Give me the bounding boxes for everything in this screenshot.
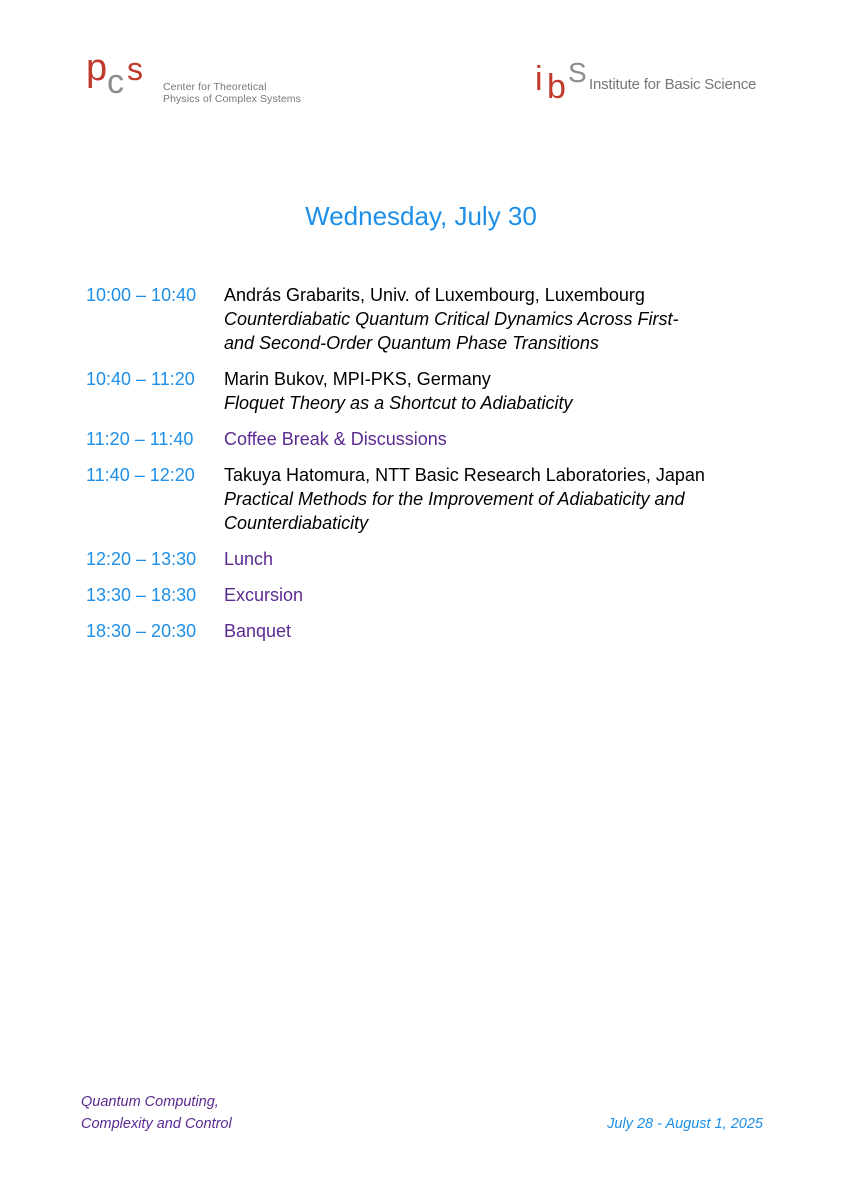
time-slot: 11:20 – 11:40 bbox=[86, 429, 194, 449]
schedule-row bbox=[86, 367, 776, 415]
schedule-row bbox=[86, 427, 776, 451]
speaker: Marin Bukov, MPI-PKS, Germany bbox=[224, 369, 491, 389]
pcs-logo-line2: Physics of Complex Systems bbox=[163, 93, 301, 105]
event-label: Coffee Break & Discussions bbox=[224, 429, 447, 449]
ibs-logo-text: Institute for Basic Science bbox=[589, 76, 757, 93]
ibs-logo-mark-i: i bbox=[535, 60, 543, 98]
time-slot: 11:40 – 12:20 bbox=[86, 465, 195, 485]
pcs-logo-line1: Center for Theoretical bbox=[163, 81, 267, 93]
event-label: Banquet bbox=[224, 621, 292, 641]
schedule-row bbox=[86, 619, 776, 643]
schedule-row bbox=[86, 463, 776, 535]
pcs-logo-mark-p: p bbox=[86, 47, 108, 89]
talk-title-line: Counterdiabatic Quantum Critical Dynamics Across First- bbox=[224, 309, 679, 329]
talk-title-line: Practical Methods for the Improvement of Adiabaticity and bbox=[224, 489, 685, 509]
schedule-row bbox=[86, 547, 776, 571]
pcs-logo-mark-c: c bbox=[107, 63, 124, 101]
pcs-logo-mark-s: s bbox=[127, 51, 143, 87]
footer-conference-name bbox=[81, 1091, 232, 1135]
ibs-logo-mark-s: S bbox=[568, 57, 587, 88]
ibs-logo bbox=[535, 57, 765, 106]
page-title: Wednesday, July 30 bbox=[305, 201, 537, 231]
event-label: Excursion bbox=[224, 585, 304, 605]
time-slot: 13:30 – 18:30 bbox=[86, 585, 197, 605]
footer-dates: July 28 - August 1, 2025 bbox=[607, 1116, 763, 1132]
pcs-logo-text bbox=[163, 81, 301, 105]
time-slot: 12:20 – 13:30 bbox=[86, 549, 197, 569]
schedule bbox=[86, 283, 776, 655]
time-slot: 18:30 – 20:30 bbox=[86, 621, 197, 641]
talk-title-line: and Second-Order Quantum Phase Transitions bbox=[224, 333, 599, 353]
session-content bbox=[224, 367, 776, 415]
event-label: Lunch bbox=[224, 549, 274, 569]
pcs-logo bbox=[86, 47, 316, 105]
session-content bbox=[224, 463, 776, 535]
schedule-row bbox=[86, 283, 776, 355]
session-content bbox=[224, 283, 776, 355]
ibs-logo-mark-b: b bbox=[547, 68, 566, 106]
talk-title-line: Counterdiabaticity bbox=[224, 513, 369, 533]
talk-title-line: Floquet Theory as a Shortcut to Adiabaticity bbox=[224, 393, 573, 413]
schedule-row bbox=[86, 583, 776, 607]
time-slot: 10:40 – 11:20 bbox=[86, 369, 195, 389]
footer-left-line1: Quantum Computing, bbox=[81, 1094, 219, 1110]
speaker: Takuya Hatomura, NTT Basic Research Laboratories, Japan bbox=[224, 465, 705, 485]
speaker: András Grabarits, Univ. of Luxembourg, Luxembourg bbox=[224, 285, 645, 305]
footer-left-line2: Complexity and Control bbox=[81, 1116, 232, 1132]
time-slot: 10:00 – 10:40 bbox=[86, 285, 197, 305]
